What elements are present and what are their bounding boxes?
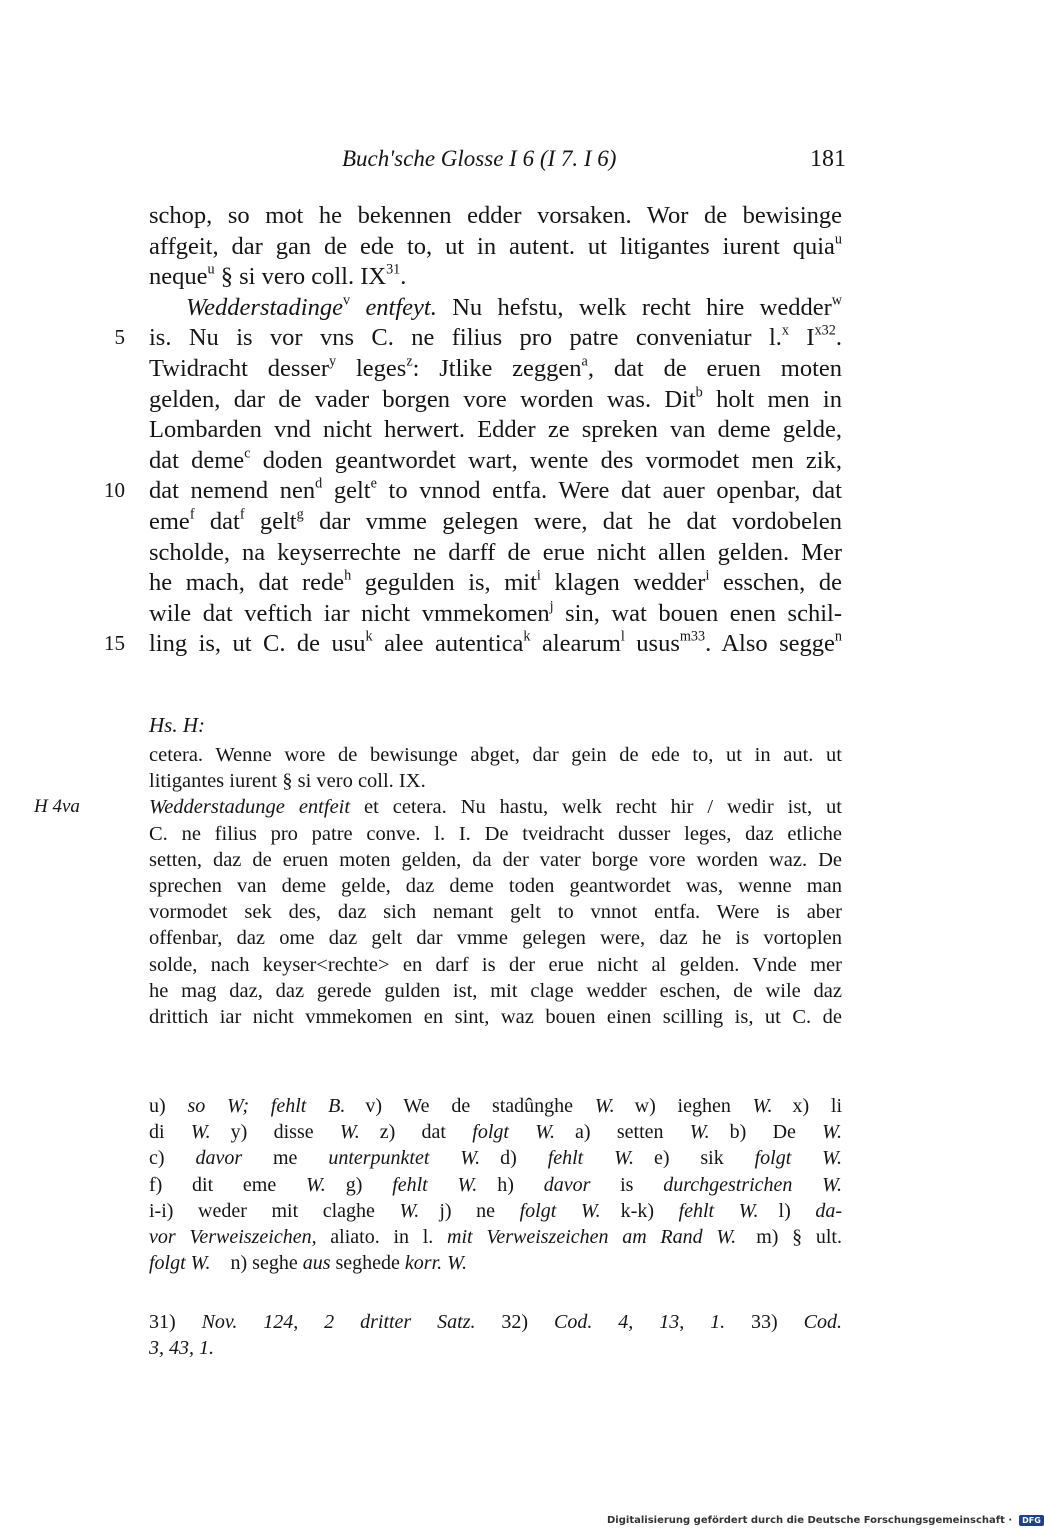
text-line [0,385,1000,416]
apparatus-line [0,1251,1000,1277]
folio-marker: H 4va [34,796,80,818]
manuscript-h-text [0,743,1000,1031]
manuscript-line [0,769,1000,795]
dfg-footer [607,1511,1044,1527]
manuscript-heading: Hs. H: [149,713,205,737]
manuscript-line [0,822,1000,848]
manuscript-line [0,848,1000,874]
text-line-content: is. Nu is vor vns C. ne filius pro patre conveniatur l.$^x$ $I^{x32}$. [149,322,842,352]
text-line-content: affgeit, dar gan de ede to, ut in autent. ut litigantes iurent quia$^u$ [149,230,842,260]
manuscript-line-content: setten, daz de eruen moten gelden, da der vater borge vore worden waz. De [149,848,842,871]
apparatus-line [0,1094,1000,1120]
manuscript-line-content: sprechen van deme gelde, daz deme toden geantwordet was, wenne man [149,874,842,897]
text-line [0,599,1000,630]
text-line [0,538,1000,569]
running-title: Buch'sche Glosse I 6 (I 7. I 6) [342,146,617,171]
text-line-content: schop, so mot he bekennen edder vorsaken. Wor de bewisinge [149,202,842,229]
dfg-credit-text: Digitalisierung gefördert durch die Deutsche Forschungsgemeinschaft · [607,1514,1013,1526]
text-line-content: dat nemend nen$^d$ gelt$^e$ to vnnod entfa. Were dat auer openbar, dat [149,475,842,505]
text-line-content: dat deme$^c$ doden geantwordet wart, wente des vormodet men zik, [149,445,842,474]
text-line-content: neque$^u$ § si vero coll. IX$^{31}$. [149,261,407,291]
text-line [0,476,1000,507]
text-line-content: scholde, na keyserrechte ne darff de erue nicht allen gelden. Mer [149,538,842,566]
apparatus-line-content: f) dit eme W. g) fehlt W. h) davor is durchgestrichen W. [149,1173,842,1196]
manuscript-line [0,953,1000,979]
text-line [0,415,1000,446]
source-footnotes [0,1310,1000,1362]
manuscript-line-content: solde, nach keyser<rechte> en darf is der erue nicht al gelden. Vnde mer [149,953,842,976]
manuscript-line [0,979,1000,1005]
apparatus-line-content: vor Verweiszeichen, aliato. in l. mit Verweiszeichen am Rand W. m) § ult. [149,1225,842,1248]
apparatus-line-content: u) so W; fehlt B. v) We de stadûnghe W. w) ieghen W. x) li [149,1095,843,1117]
footnote-line-content: 3, 43, 1. [149,1337,214,1360]
apparatus-line [0,1120,1000,1146]
text-line [0,568,1000,599]
main-text [0,201,1000,660]
footnote-line [0,1310,1000,1336]
apparatus-line-content: folgt W. n) seghe aus seghede korr. W. [149,1252,467,1275]
footnote-line [0,1336,1000,1362]
text-line-content: eme$^f$ dat$^f$ gelt$^g$ dar vmme gelegen were, dat he dat vordobelen [149,506,842,535]
manuscript-line-content: litigantes iurent § si vero coll. IX. [149,770,426,793]
manuscript-line-content: offenbar, daz ome daz gelt dar vmme gelegen were, daz he is vortoplen [149,927,842,950]
manuscript-line [0,900,1000,926]
text-line-content: he mach, dat rede$^h$ gegulden is, mit$^i$ klagen wedder$^i$ esschen, de [149,567,842,597]
text-line [0,232,1000,263]
apparatus-line [0,1173,1000,1199]
apparatus-line-content: c) davor me unterpunktet W. d) fehlt W. e) sik folgt W. [149,1147,842,1170]
page-header [0,146,1000,180]
text-line [0,201,1000,232]
text-line-content: Lombarden vnd nicht herwert. Edder ze spreken van deme gelde, [149,416,842,444]
manuscript-line-content: C. ne filius pro patre conve. l. I. De tveidracht dusser leges, daz etliche [149,822,842,845]
text-line [0,629,1000,660]
line-number: 15 [104,631,125,656]
text-line [0,323,1000,354]
manuscript-line [0,795,1000,821]
apparatus-line [0,1146,1000,1172]
manuscript-line-content: he mag daz, daz gerede gulden ist, mit clage wedder eschen, de wile daz [149,979,842,1002]
text-line-content: gelden, dar de vader borgen vore worden was. Dit$^b$ holt men in [149,383,842,413]
apparatus-line-content: di W. y) disse W. z) dat folgt W. a) setten W. b) De W. [149,1121,842,1144]
text-line [0,507,1000,538]
text-line [0,354,1000,385]
text-line-content: ling is, ut C. de usu$^k$ alee autentica$^k$ alearum$^l$ usus$^{m33}$. Also segge$^n$ [149,628,842,658]
manuscript-line [0,743,1000,769]
line-number: 10 [104,478,125,503]
text-line-content: Wedderstadinge$^v$ entfeyt. Nu hefstu, welk recht hire wedder$^w$ [186,292,842,321]
text-line [0,446,1000,477]
manuscript-line-content: drittich iar nicht vmmekomen en sint, waz bouen einen scilling is, ut C. de [149,1005,842,1028]
manuscript-line-content: Wedderstadunge entfeit et cetera. Nu hastu, welk recht hir / wedir ist, ut [149,796,842,819]
page-number: 181 [810,146,846,172]
apparatus-line [0,1199,1000,1225]
apparatus-line-content: i-i) weder mit claghe W. j) ne folgt W. k-k) fehlt W. l) da- [149,1199,843,1222]
manuscript-line-content: vormodet sek des, daz sich nemant gelt to vnnot entfa. Were is aber [149,901,842,924]
text-line-content: wile dat veftich iar nicht vmmekomen$^j$ sin, wat bouen enen schil- [149,598,842,627]
text-line [0,293,1000,324]
footnote-line-content: 31) Nov. 124, 2 dritter Satz. 32) Cod. 4, 13, 1. 33) Cod. [149,1311,842,1333]
manuscript-line [0,874,1000,900]
manuscript-line [0,926,1000,952]
text-line [0,262,1000,293]
text-line-content: Twidracht desser$^y$ leges$^z$: Jtlike zeggen$^a$, dat de eruen moten [149,353,842,382]
dfg-logo: DFG [1019,1515,1044,1526]
manuscript-line [0,1005,1000,1031]
line-number: 5 [114,325,125,350]
manuscript-line-content: cetera. Wenne wore de bewisunge abget, dar gein de ede to, ut in aut. ut [149,744,842,766]
apparatus-line [0,1225,1000,1251]
critical-apparatus [0,1094,1000,1277]
